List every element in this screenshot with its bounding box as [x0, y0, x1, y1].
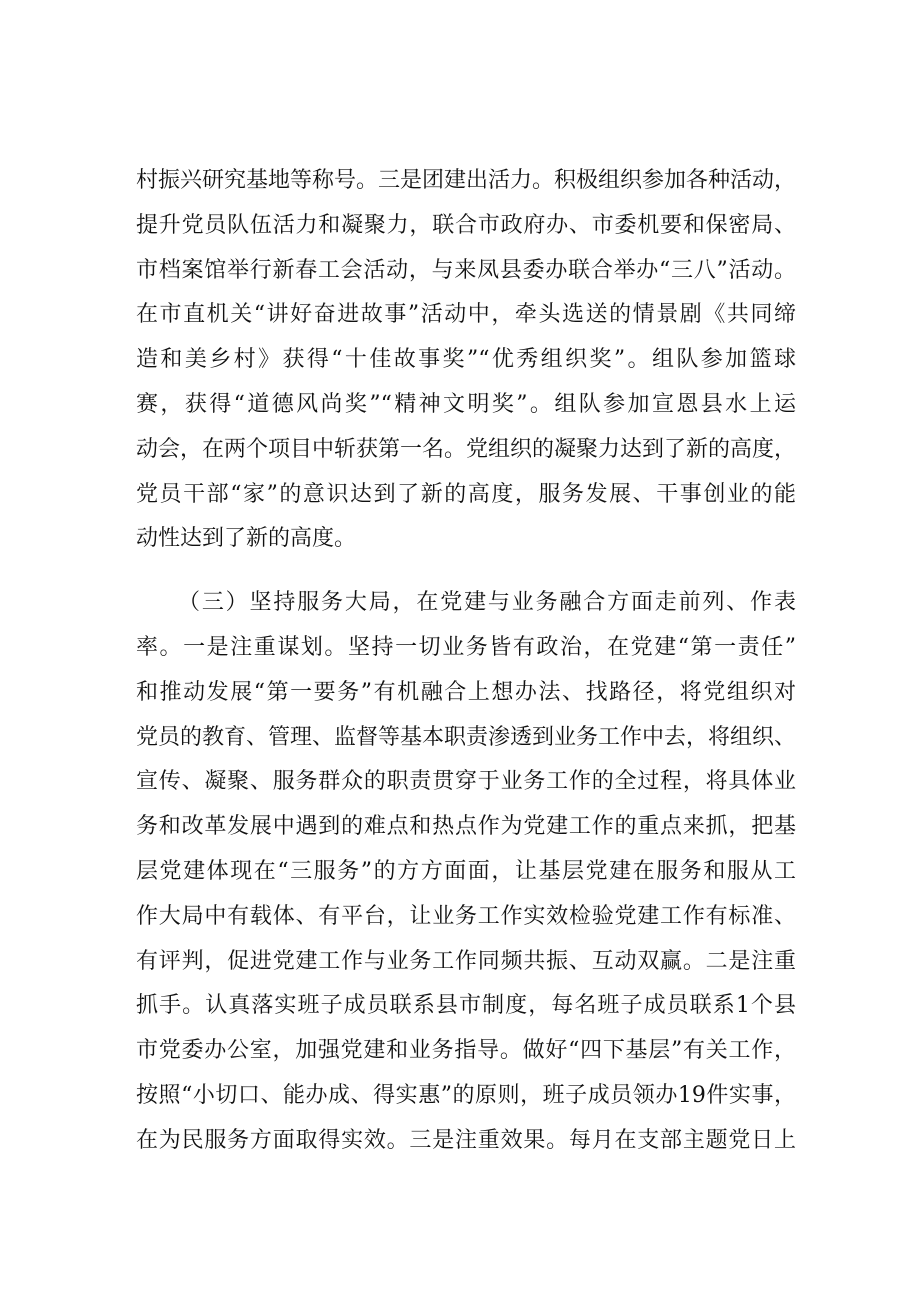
- paragraph-spacer: [136, 562, 796, 581]
- paragraph: [136, 159, 796, 562]
- paragraph-line: 作大局中有载体、有平台，让业务工作实效检验党建工作有标准、: [136, 903, 796, 929]
- document-body: [136, 159, 796, 1164]
- paragraph-line: 赛，获得“道德风尚奖”“精神文明奖”。组队参加宣恩县水上运: [136, 391, 796, 417]
- paragraph-line: 村振兴研究基地等称号。三是团建出活力。积极组织参加各种活动，: [136, 168, 797, 193]
- paragraph-line: 层党建体现在“三服务”的方方面面，让基层党建在服务和服从工: [136, 858, 796, 884]
- section-heading-line: （三）坚持服务大局，在党建与业务融合方面走前列、作表: [178, 590, 796, 616]
- paragraph-line: 党员的教育、管理、监督等基本职责渗透到业务工作中去，将组织、: [136, 724, 797, 750]
- paragraph-line: 动会，在两个项目中斩获第一名。党组织的凝聚力达到了新的高度，: [136, 436, 797, 462]
- paragraph-line: 务和改革发展中遇到的难点和热点作为党建工作的重点来抓，把基: [136, 814, 796, 840]
- paragraph-line: 市党委办公室，加强党建和业务指导。做好“四下基层”有关工作，: [136, 1038, 796, 1064]
- paragraph-line: 有评判，促进党建工作与业务工作同频共振、互动双赢。二是注重: [136, 948, 796, 974]
- paragraph-line: 宣传、凝聚、服务群众的职责贯穿于业务工作的全过程，将具体业: [136, 769, 796, 795]
- paragraph-line: 动性达到了新的高度。: [136, 526, 357, 552]
- paragraph-line: 抓手。认真落实班子成员联系县市制度，每名班子成员联系1个县: [136, 993, 796, 1019]
- paragraph-line: 提升党员队伍活力和凝聚力，联合市政府办、市委机要和保密局、: [136, 212, 796, 238]
- paragraph-line: 率。一是注重谋划。坚持一切业务皆有政治，在党建“第一责任”: [136, 634, 796, 660]
- paragraph-line: 和推动发展“第一要务”有机融合上想办法、找路径，将党组织对: [136, 679, 796, 705]
- paragraph-line: 在市直机关“讲好奋进故事”活动中，牵头选送的情景剧《共同缔: [136, 302, 796, 328]
- paragraph-line: 市档案馆举行新春工会活动，与来凤县委办联合举办“三八”活动。: [136, 257, 796, 283]
- paragraph: [136, 581, 796, 1163]
- paragraph-line: 造和美乡村》获得“十佳故事奖”“优秀组织奖”。组队参加篮球: [136, 347, 796, 373]
- paragraph-line: 党员干部“家”的意识达到了新的高度，服务发展、干事创业的能: [136, 481, 796, 507]
- paragraph-line: 按照“小切口、能办成、得实惠”的原则，班子成员领办19件实事，: [136, 1082, 796, 1108]
- paragraph-line: 在为民服务方面取得实效。三是注重效果。每月在支部主题党日上: [136, 1127, 796, 1153]
